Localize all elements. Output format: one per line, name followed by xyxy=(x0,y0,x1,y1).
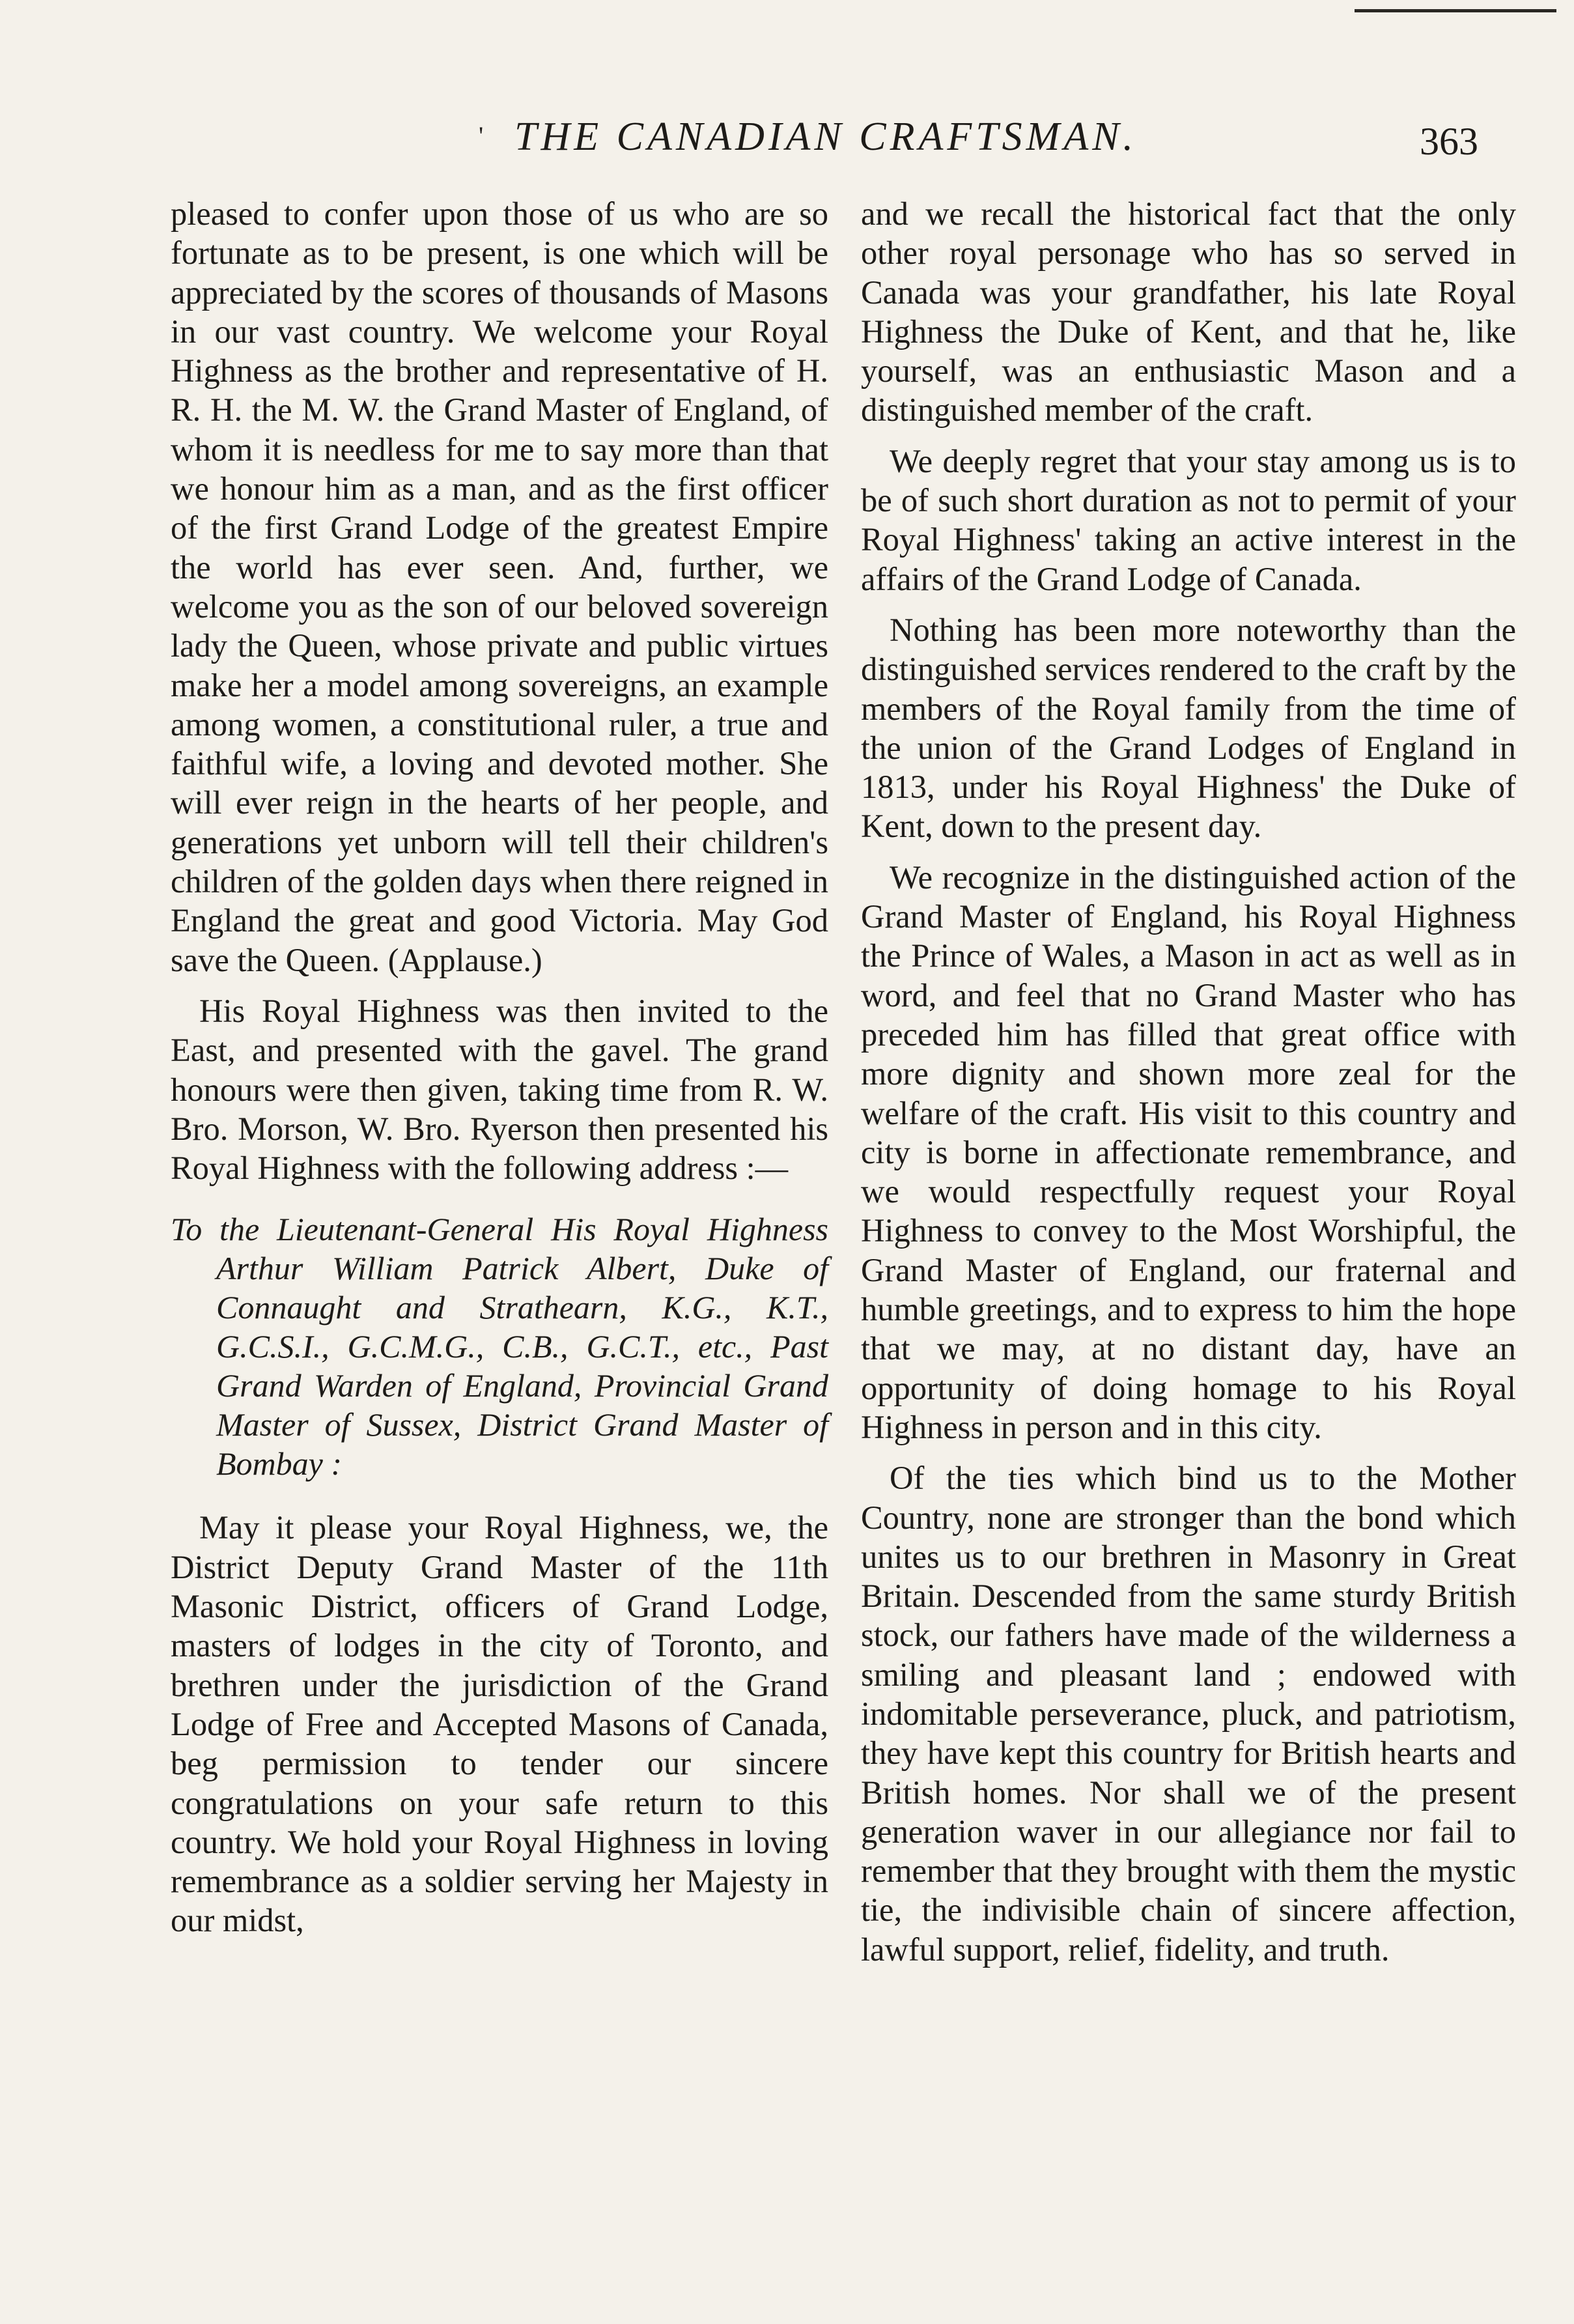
address-salutation: To the Lieutenant-General His Royal Highness Arthur William Patrick Albert, Duke of Connaught and Strathearn, K.G., K.T., G.C.S.I., G.C.M.G., C.B., G.C.T., etc., Past Grand Warden of England, Provincial Grand Master of Sussex, District Grand Master of Bombay : xyxy=(171,1211,828,1482)
paragraph: Nothing has been more noteworthy than the distinguished services rendered to the craft by the members of the Royal family from the time of the union of the Grand Lodges of England in 1813, under his Royal Highness' the Duke of Kent, down to the present day. xyxy=(861,611,1516,845)
top-rule xyxy=(1355,9,1556,12)
paragraph: pleased to confer upon those of us who are so fortunate as to be present, is one which will be appreciated by the scores of thousands of Masons in our vast country. We welcome your Royal Highness as the brother and representative of H. R. H. the M. W. the Grand Master of England, of whom it is needless for me to say more than that we honour him as a man, and as the first officer of the first Grand Lodge of the greatest Empire the world has ever seen. And, further, we welcome you as the son of our beloved sovereign lady the Queen, whose private and public virtues make her a model among sovereigns, an example among women, a constitutional ruler, a true and faithful wife, a loving and devoted mother. She will ever reign in the hearts of her people, and generations yet unborn will tell their children's children of the golden days when there reigned in England the great and good Victoria. May God save the Queen. (Applause.) xyxy=(171,195,828,978)
tick-mark: ' xyxy=(479,121,484,150)
running-title: THE CANADIAN CRAFTSMAN. xyxy=(514,115,1138,159)
paragraph: Of the ties which bind us to the Mother Country, none are stronger than the bond which unites us to our brethren in Masonry in Great Britain. Descended from the same sturdy British stock, our fathers have made of the wilderness a smiling and pleasant land ; endowed with indomitable perseverance, pluck, and patriotism, they have kept this country for British hearts and British homes. Nor shall we of the present generation waver in our allegiance nor fail to remember that they brought with them the mystic tie, the indivisible chain of sincere affection, lawful support, relief, fidelity, and truth. xyxy=(861,1460,1516,1968)
paragraph: We deeply regret that your stay among us is to be of such short duration as not to permit of your Royal Highness' taking an active interest in the affairs of the Grand Lodge of Canada. xyxy=(861,442,1516,597)
page-number: 363 xyxy=(1420,120,1478,163)
paragraph: and we recall the historical fact that the only other royal personage who has so served in Canada was your grandfather, his late Royal Highness the Duke of Kent, and that he, like yourself, was an enthusiastic Mason and a distinguished member of the craft. xyxy=(861,195,1516,429)
page-header xyxy=(0,114,1574,173)
left-column xyxy=(171,194,828,1940)
right-column xyxy=(861,194,1516,1969)
paragraph: May it please your Royal Highness, we, the District Deputy Grand Master of the 11th Masonic District, officers of Grand Lodge, masters of lodges in the city of Toronto, and brethren under the jurisdiction of the Grand Lodge of Free and Accepted Masons of Canada, beg permission to tender our sincere congratulations on your safe return to this country. We hold your Royal Highness in loving remembrance as a soldier serving her Majesty in our midst, xyxy=(171,1509,828,1939)
paragraph: We recognize in the distinguished action of the Grand Master of England, his Royal Highness the Prince of Wales, a Mason in act as well as in word, and feel that no Grand Master who has preceded him has filled that great office with more dignity and shown more zeal for the welfare of the craft. His visit to this country and city is borne in affectionate remembrance, and we would respectfully request your Royal Highness to convey to the Most Worshipful, the Grand Master of England, our fraternal and humble greetings, and to express to him the hope that we may, at no distant day, have an opportunity of doing homage to his Royal Highness in person and in this city. xyxy=(861,858,1516,1445)
paragraph: His Royal Highness was then invited to the East, and presented with the gavel. The grand honours were then given, taking time from R. W. Bro. Morson, W. Bro. Ryerson then presented his Royal Highness with the following address :— xyxy=(171,992,828,1187)
